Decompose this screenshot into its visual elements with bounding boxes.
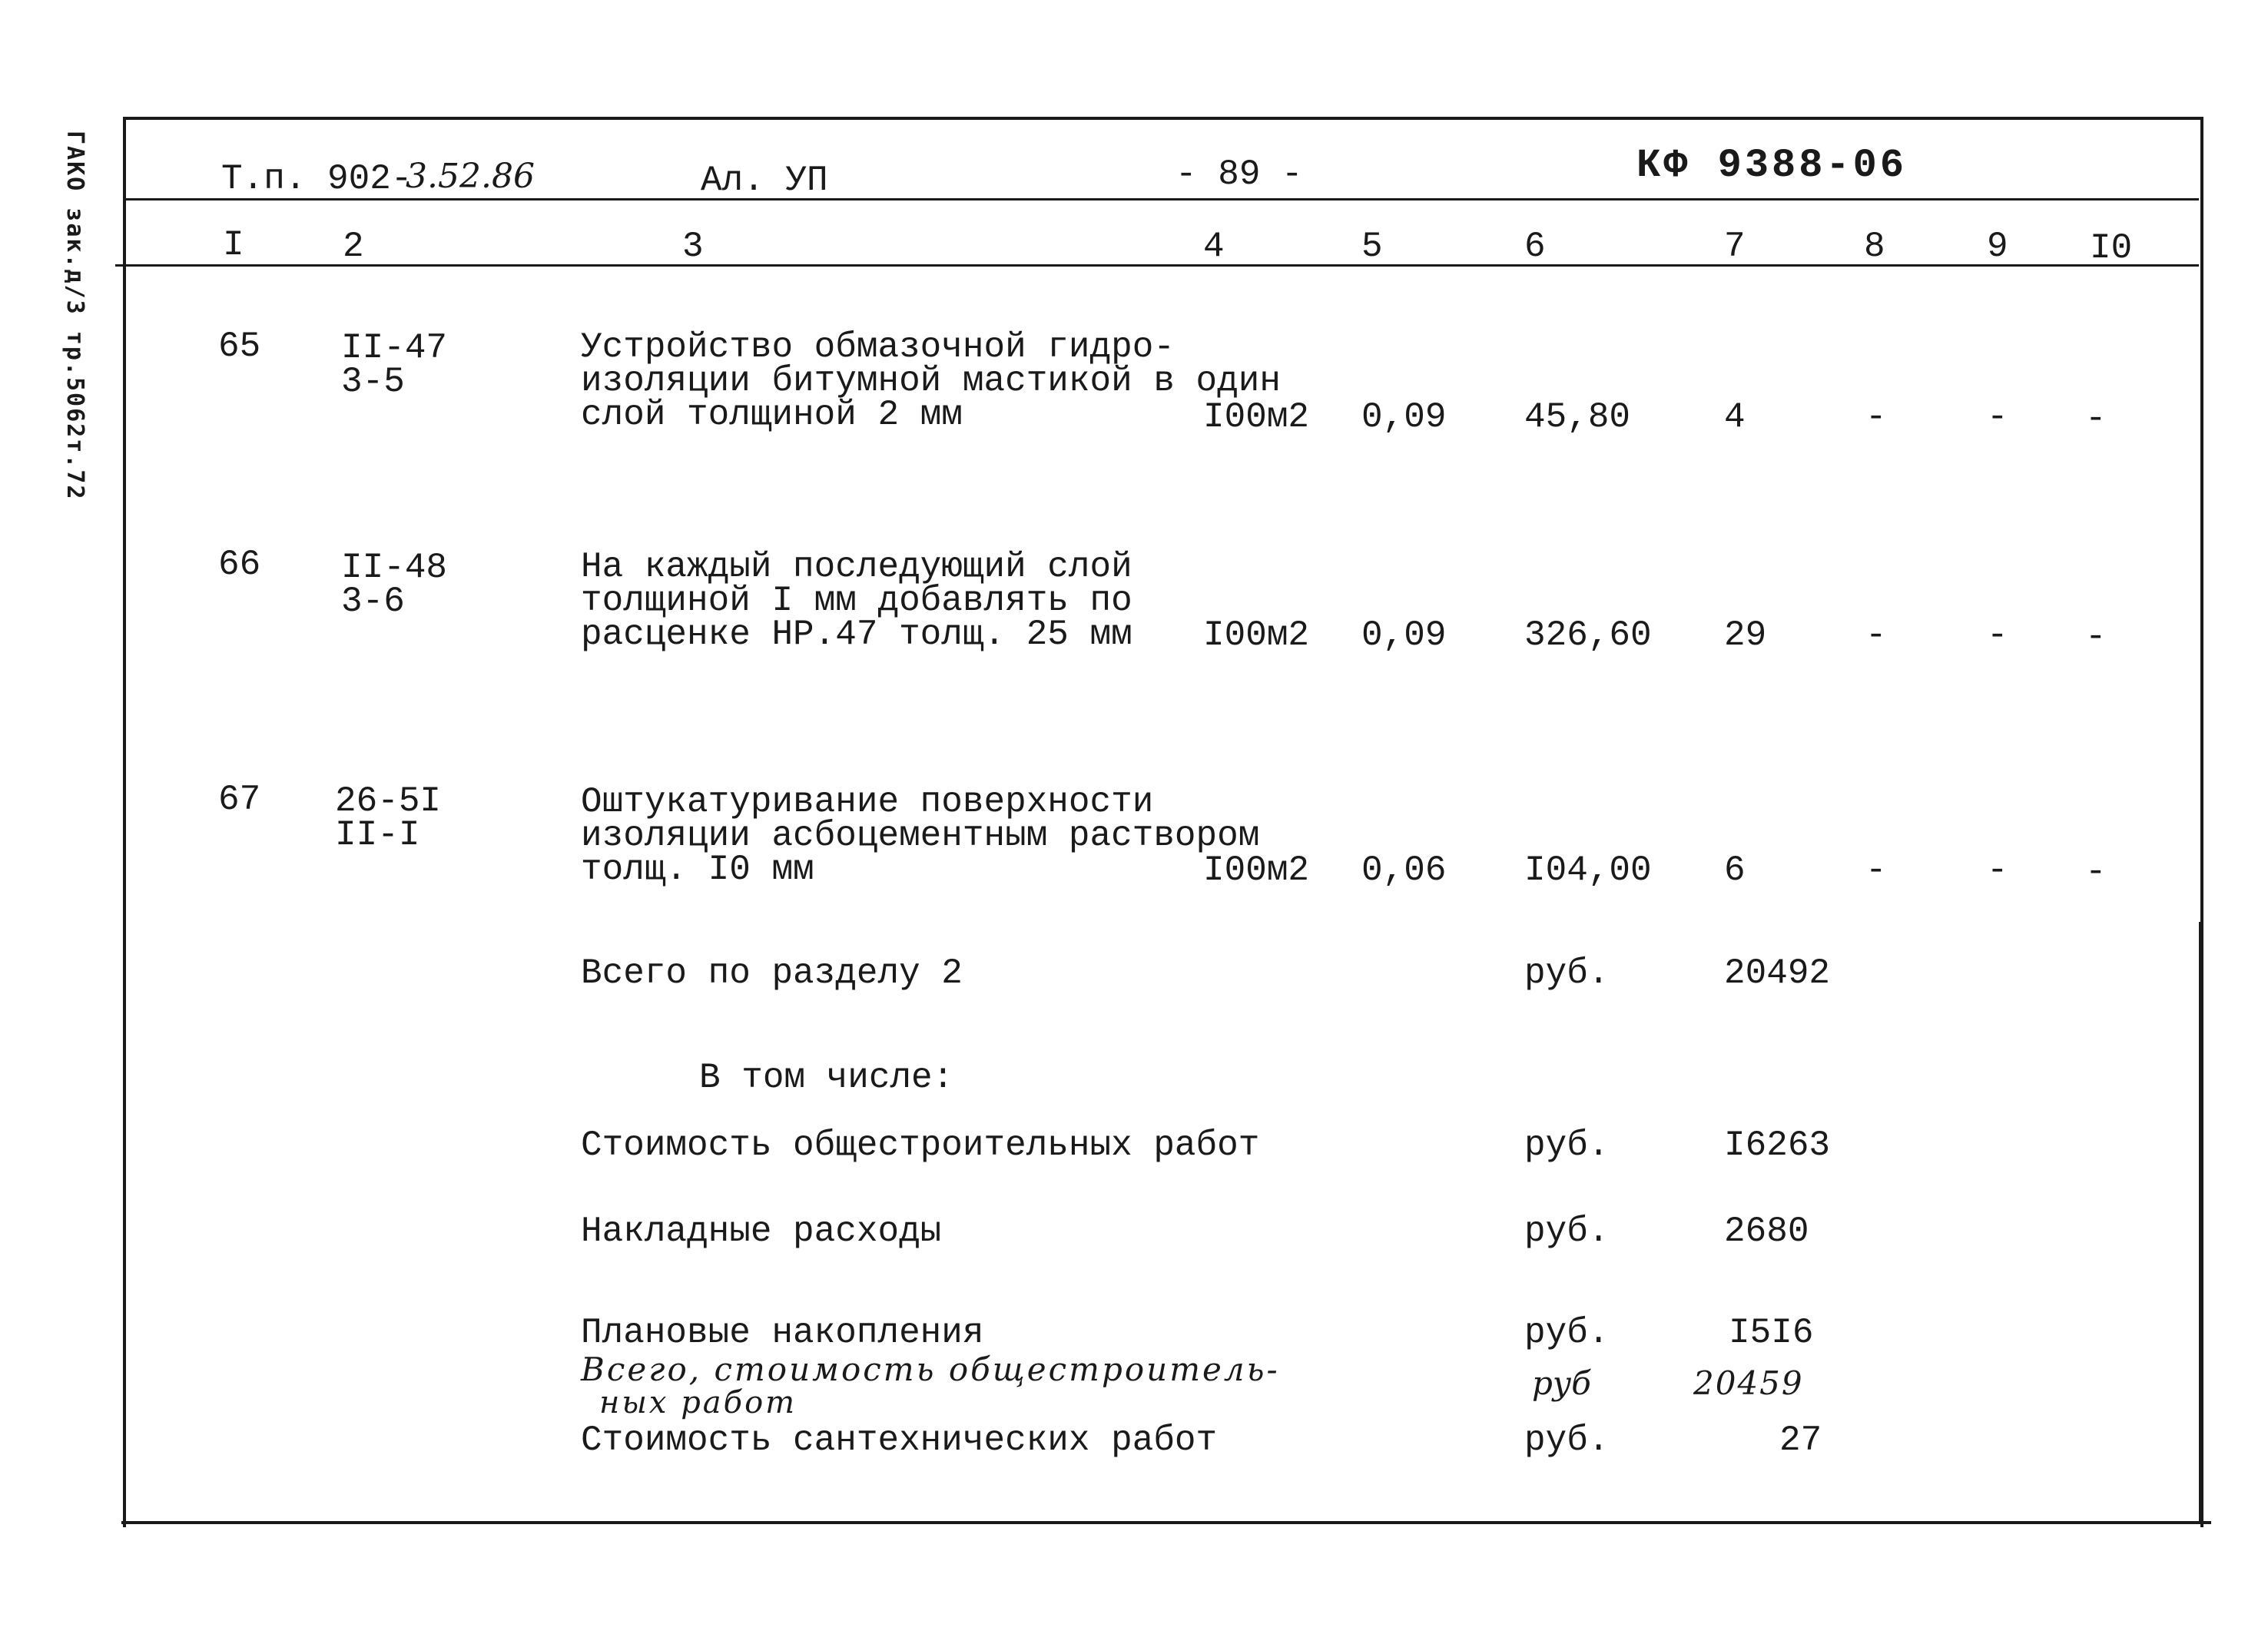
row-unit: I00м2 [1203, 615, 1310, 655]
summary-item-label: Плановые накопления [581, 1313, 984, 1353]
summary-item-unit: руб. [1524, 1211, 1610, 1251]
row-number: 67 [218, 780, 261, 820]
handwritten-note-line: Всего, стоимость общестроитель- [581, 1351, 1280, 1388]
summary-item-unit: руб. [1524, 1313, 1610, 1353]
summary-item-value: I5I6 [1729, 1313, 1814, 1353]
row-description-line: изоляции битумной мастикой в один [581, 361, 1281, 401]
row-number: 65 [218, 326, 261, 366]
col-header-9: 9 [1987, 227, 2008, 267]
row-description-line: толщ. I0 мм [581, 850, 814, 890]
row-total: 29 [1724, 615, 1767, 655]
including-label: В том числе: [699, 1058, 954, 1098]
summary-item-value: I6263 [1724, 1125, 1831, 1165]
section-total-unit: руб. [1524, 953, 1610, 993]
frame-bottom-line [121, 1521, 2211, 1524]
summary-last-value: 27 [1779, 1420, 1822, 1460]
handwritten-note-line: ных работ [599, 1385, 797, 1420]
summary-item-unit: руб. [1524, 1125, 1610, 1165]
row-unit-price: I04,00 [1524, 850, 1652, 890]
row-code-secondary: II-I [335, 815, 420, 855]
summary-item-label: Стоимость общестроительных работ [581, 1125, 1260, 1165]
handwritten-value: 20459 [1693, 1364, 1804, 1402]
project-number-handwritten: 3.52.86 [406, 157, 535, 196]
summary-last-label: Стоимость сантехнических работ [581, 1420, 1218, 1460]
row-description-line: расценке НР.47 толщ. 25 мм [581, 615, 1132, 655]
summary-item-label: Накладные расходы [581, 1211, 942, 1251]
row-unit: I00м2 [1203, 850, 1310, 890]
page-number: - 89 - [1175, 154, 1303, 194]
row-code-secondary: 3-5 [341, 362, 405, 402]
row-description-line: толщиной I мм добавлять по [581, 581, 1132, 621]
row-description-line: Оштукатуривание поверхности [581, 782, 1154, 822]
row-description-line: Устройство обмазочной гидро- [581, 327, 1175, 367]
album-label: Ал. УП [701, 161, 828, 201]
summary-last-unit: руб. [1524, 1420, 1610, 1460]
row-col9: - [1987, 615, 2008, 655]
row-quantity: 0,09 [1361, 397, 1447, 437]
document-code: КФ 9388-06 [1636, 143, 1908, 188]
row-unit-price: 326,60 [1524, 615, 1652, 655]
col-header-2: 2 [343, 227, 364, 267]
col-header-3: 3 [682, 227, 704, 267]
row-quantity: 0,09 [1361, 615, 1447, 655]
col-header-1: I [223, 225, 244, 265]
row-total: 4 [1724, 397, 1746, 437]
row-col9: - [1987, 397, 2008, 437]
row-code-primary: II-47 [341, 328, 448, 368]
row-unit-price: 45,80 [1524, 397, 1631, 437]
row-code-secondary: 3-6 [341, 582, 405, 621]
summary-item-value: 2680 [1724, 1211, 1809, 1251]
section-total-label: Всего по разделу 2 [581, 953, 963, 993]
column-header-divider [115, 264, 2199, 267]
header-divider [124, 198, 2199, 201]
project-label: Т.п. 902- [221, 159, 413, 199]
col-header-7: 7 [1724, 227, 1746, 267]
row-col9: - [1987, 850, 2008, 890]
col-header-8: 8 [1864, 227, 1885, 267]
row-description-line: На каждый последующий слой [581, 547, 1132, 587]
row-description-line: изоляции асбоцементным раствором [581, 816, 1260, 856]
col-header-5: 5 [1361, 227, 1383, 267]
row-col10: - [2085, 617, 2107, 657]
frame-right-edge [2199, 922, 2202, 1524]
col-header-10: I0 [2090, 228, 2133, 268]
row-col8: - [1865, 615, 1887, 655]
row-code-primary: II-48 [341, 548, 448, 588]
section-total-value: 20492 [1724, 953, 1831, 993]
archive-side-note: ГАКО зак.д/3 тр.5062т.72 [61, 131, 88, 501]
col-header-6: 6 [1524, 227, 1546, 267]
row-col10: - [2085, 852, 2107, 892]
row-number: 66 [218, 545, 261, 585]
row-col10: - [2085, 399, 2107, 439]
col-header-4: 4 [1203, 227, 1225, 267]
row-unit: I00м2 [1203, 397, 1310, 437]
handwritten-unit: руб [1532, 1364, 1591, 1402]
row-col8: - [1865, 397, 1887, 437]
row-col8: - [1865, 850, 1887, 890]
row-code-primary: 26-5I [335, 781, 442, 821]
row-quantity: 0,06 [1361, 850, 1447, 890]
row-description-line: слой толщиной 2 мм [581, 395, 963, 435]
row-total: 6 [1724, 850, 1746, 890]
